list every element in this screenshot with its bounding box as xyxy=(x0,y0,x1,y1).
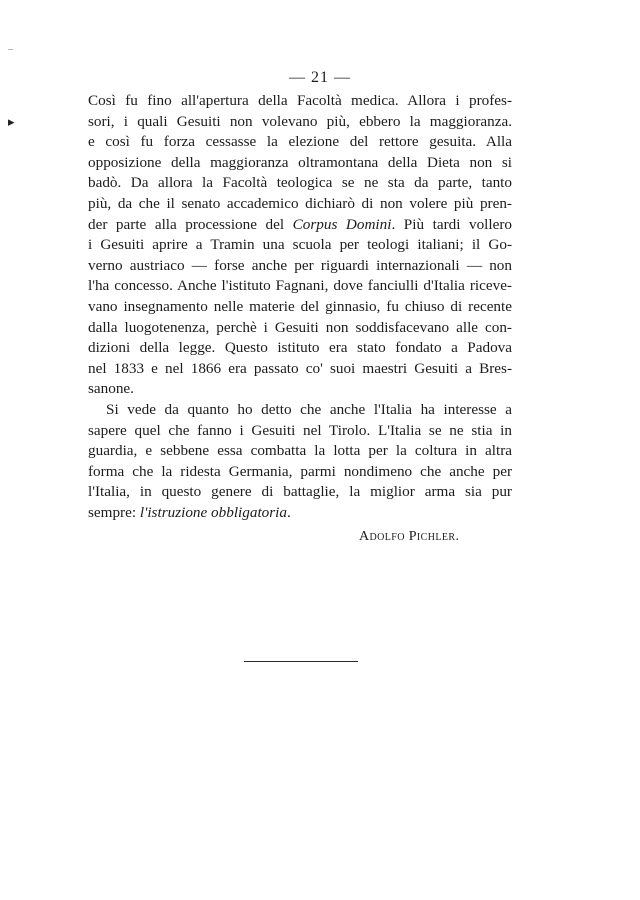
text-line: Si vede da quanto ho detto che anche l'Italia ha interesse a xyxy=(106,400,512,418)
text-line xyxy=(88,503,512,524)
page-number: — 21 — xyxy=(289,69,351,86)
text-line: opposizione della maggioranza oltramontana della Dieta non si xyxy=(88,153,512,171)
text-line: dalla luogotenenza, perchè i Gesuiti non soddisfacevano alle con- xyxy=(88,318,512,336)
paragraph-2 xyxy=(88,400,512,524)
text-run: . Più tardi vollero xyxy=(391,215,512,233)
text-line: sori, i quali Gesuiti non volevano più, ebbero la maggioranza. xyxy=(88,112,512,130)
text-line: l'Italia, in questo genere di battaglie, la miglior arma sia pur xyxy=(88,483,512,501)
text-line: verno austriaco — forse anche per riguardi internazionali — non xyxy=(88,256,512,274)
text-line: badò. Da allora la Facoltà teologica se ne sta da parte, tanto xyxy=(88,174,512,192)
text-run: sempre: xyxy=(88,503,140,521)
scan-speck-mark: ▸ xyxy=(8,114,15,129)
text-line: e così fu forza cessasse la elezione del rettore gesuita. Alla xyxy=(88,133,512,151)
text-line: sapere quel che fanno i Gesuiti nel Tirolo. L'Italia se ne stia in xyxy=(88,421,512,439)
text-line: più, da che il senato accademico dichiarò di non volere più pren- xyxy=(88,194,512,212)
italic-text-run: l'istruzione obbligatoria xyxy=(139,503,287,521)
scan-speck-mark: – xyxy=(8,44,13,55)
section-divider xyxy=(244,661,358,662)
text-line: i Gesuiti aprire a Tramin una scuola per teologi italiani; il Go- xyxy=(88,236,512,254)
text-line: Così fu fino all'apertura della Facoltà medica. Allora i profes- xyxy=(88,92,512,109)
text-line: sanone. xyxy=(88,380,134,398)
text-line: l'ha concesso. Anche l'istituto Fagnani, dove fanciulli d'Italia riceve- xyxy=(88,277,512,295)
italic-text-run: Corpus Domini xyxy=(292,215,392,233)
body-text xyxy=(88,91,512,523)
text-run: der parte alla processione del xyxy=(88,215,293,233)
text-line: forma che la ridesta Germania, parmi nondimeno che anche per xyxy=(88,462,512,480)
text-line xyxy=(88,215,512,236)
text-line: guardia, e sebbene essa combatta la lotta per la coltura in altra xyxy=(88,442,512,460)
text-run: . xyxy=(287,503,291,521)
text-line: vano insegnamento nelle materie del ginnasio, fu chiuso di recente xyxy=(88,297,512,315)
text-line: dizioni della legge. Questo istituto era stato fondato a Padova xyxy=(88,339,512,357)
author-signature: Adolfo Pichler. xyxy=(359,529,460,544)
text-line: nel 1833 e nel 1866 era passato co' suoi maestri Gesuiti a Bres- xyxy=(88,359,512,377)
paragraph-1 xyxy=(88,91,512,400)
